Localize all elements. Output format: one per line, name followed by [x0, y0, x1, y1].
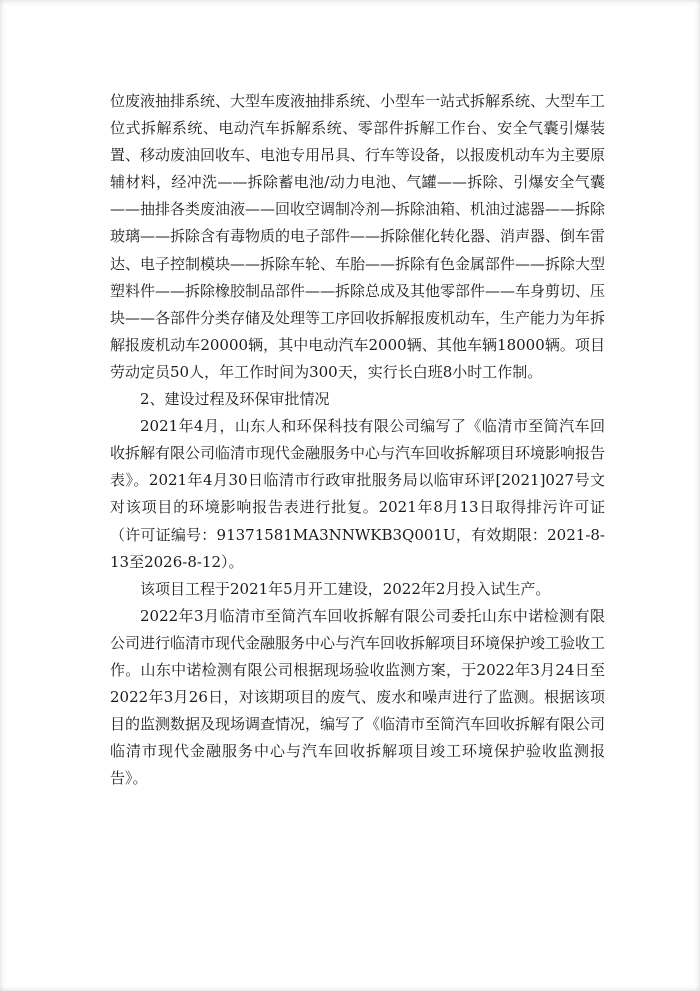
paragraph-process-description: 位废液抽排系统、大型车废液抽排系统、小型车一站式拆解系统、大型车工位式拆解系统、电动汽车拆解系统、零部件拆解工作台、安全气囊引爆装置、移动废油回收车、电池专用吊具、行车等设备，以报废机动车为主要原辅材料，经冲洗——拆除蓄电池/动力电池、气罐——拆除、引爆安全气囊——抽排各类废油液——回收空调制冷剂—拆除油箱、机油过滤器——拆除玻璃——拆除含有毒物质的电子部件——拆除催化转化器、消声器、倒车雷达、电子控制模块——拆除车轮、车胎——拆除有色金属部件——拆除大型塑料件——拆除橡胶制品部件——拆除总成及其他零部件——车身剪切、压块——各部件分类存储及处理等工序回收拆解报废机动车，生产能力为年拆解报废机动车20000辆，其中电动汽车2000辆、其他车辆18000辆。项目劳动定员50人，年工作时间为300天，实行长白班8小时工作制。 — [110, 92, 606, 381]
paragraph-construction-timeline: 该项目工程于2021年5月开工建设，2022年2月投入试生产。 — [140, 579, 551, 598]
document-body — [110, 88, 605, 792]
paragraph-acceptance-monitoring: 2022年3月临清市至简汽车回收拆解有限公司委托山东中诺检测有限公司进行临清市现代金融服务中心与汽车回收拆解项目环境保护竣工验收工作。山东中诺检测有限公司根据现场验收监测方案，于2022年3月24日至2022年3月26日，对该期项目的废气、废水和噪声进行了监测。根据该项目的监测数据及现场调查情况，编写了《临清市至简汽车回收拆解有限公司临清市现代金融服务中心与汽车回收拆解项目竣工环境保护验收监测报告》。 — [110, 606, 606, 788]
section-heading-construction-approval: 2、建设过程及环保审批情况 — [140, 390, 330, 409]
paragraph-eia-approval: 2021年4月，山东人和环保科技有限公司编写了《临清市至简汽车回收拆解有限公司临清市现代金融服务中心与汽车回收拆解项目环境影响报告表》。2021年4月30日临清市行政审批服务局以临审环评[2021]027号文对该项目的环境影响报告表进行批复。2021年8月13日取得排污许可证（许可证编号：91371581MA3NNWKB3Q001U，有效期限：2021-8-13至2026-8-12）。 — [110, 417, 606, 571]
